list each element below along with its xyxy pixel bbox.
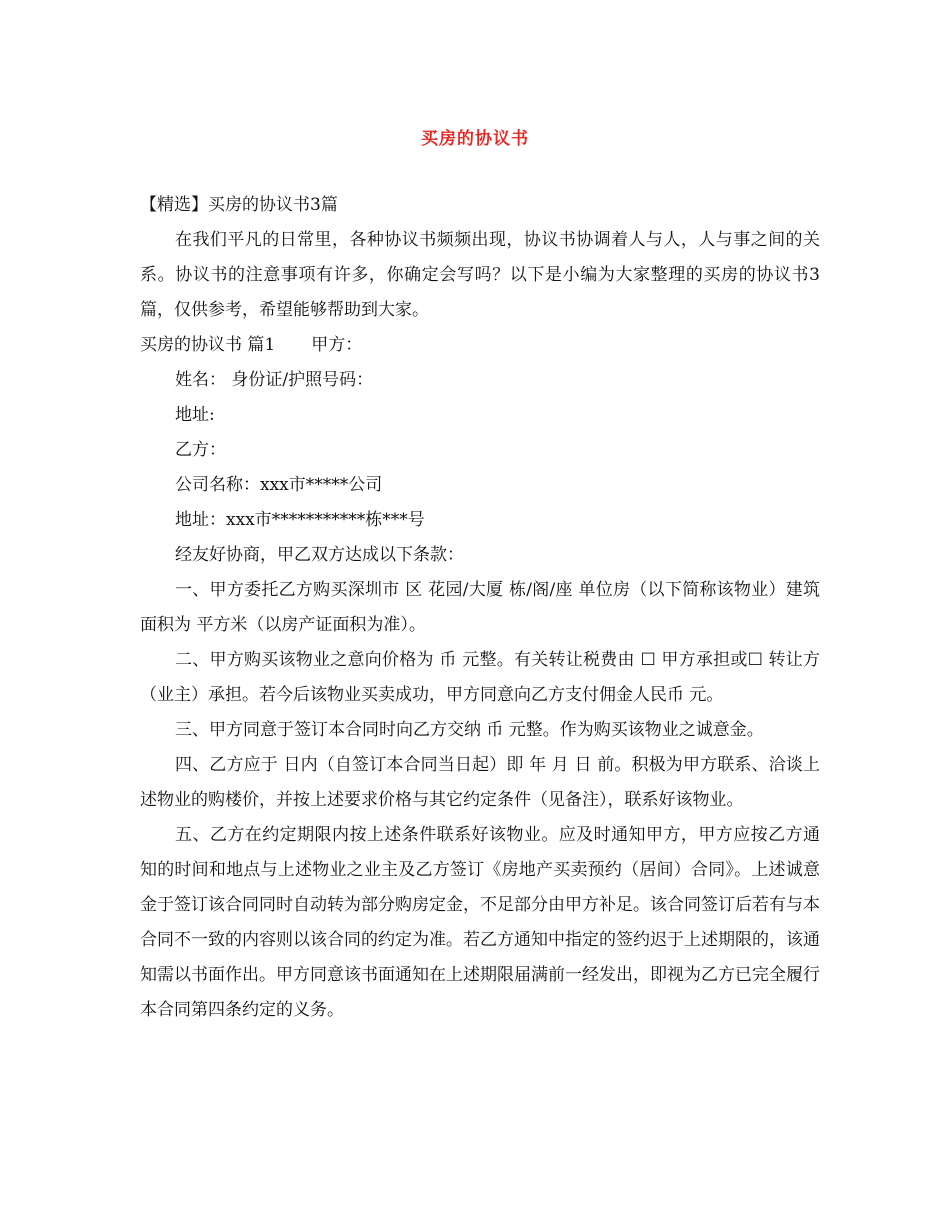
party-b-label: 乙方： [175, 440, 226, 460]
intro-line: 【精选】买房的协议书3篇 [140, 195, 338, 215]
name-line: 姓名： 身份证/护照号码： [175, 370, 374, 390]
company-line: 公司名称：xxx市*****公司 [175, 475, 383, 495]
clause-4: 四、乙方应于 日内（自签订本合同当日起）即 年 月 日 前。积极为甲方联系、洽谈上述物业的购楼价，并按上述要求价格与其它约定条件（见备注），联系好该物业。 [140, 755, 820, 810]
clause-2: 二、甲方购买该物业之意向价格为 币 元整。有关转让税费由 ☐ 甲方承担或☐ 转让方（业主）承担。若今后该物业买卖成功，甲方同意向乙方支付佣金人民币 元。 [140, 650, 820, 705]
agreement-intro: 经友好协商，甲乙双方达成以下条款： [175, 545, 464, 565]
party-a-label: 甲方： [311, 335, 363, 355]
document-title: 买房的协议书 [421, 129, 529, 149]
section-heading: 买房的协议书 篇1 [140, 335, 276, 355]
intro-paragraph: 在我们平凡的日常里，各种协议书频频出现，协议书协调着人与人，人与事之间的关系。协议书的注意事项有许多，你确定会写吗？以下是小编为大家整理的买房的协议书3篇，仅供参考，希望能够帮助到大家。 [140, 230, 820, 320]
clause-3: 三、甲方同意于签订本合同时向乙方交纳 币 元整。作为购买该物业之诚意金。 [175, 720, 764, 740]
address-line: 地址: [175, 405, 215, 425]
section-heading-line [140, 328, 820, 363]
company-address-line: 地址：xxx市***********栋***号 [175, 510, 425, 530]
clause-5: 五、乙方在约定期限内按上述条件联系好该物业。应及时通知甲方，甲方应按乙方通知的时间和地点与上述物业之业主及乙方签订《房地产买卖预约（居间）合同》。上述诚意金于签订该合同同时自动转为部分购房定金，不足部分由甲方补足。该合同签订后若有与本合同不一致的内容则以该合同的约定为准。若乙方通知中指定的签约迟于上述期限的，该通知需以书面作出。甲方同意该书面通知在上述期限届满前一经发出，即视为乙方已完全履行本合同第四条约定的义务。 [140, 825, 820, 1020]
document-body [140, 188, 820, 1028]
clause-1: 一、甲方委托乙方购买深圳市 区 花园/大厦 栋/阁/座 单位房（以下简称该物业）建筑面积为 平方米（以房产证面积为准）。 [140, 580, 820, 635]
